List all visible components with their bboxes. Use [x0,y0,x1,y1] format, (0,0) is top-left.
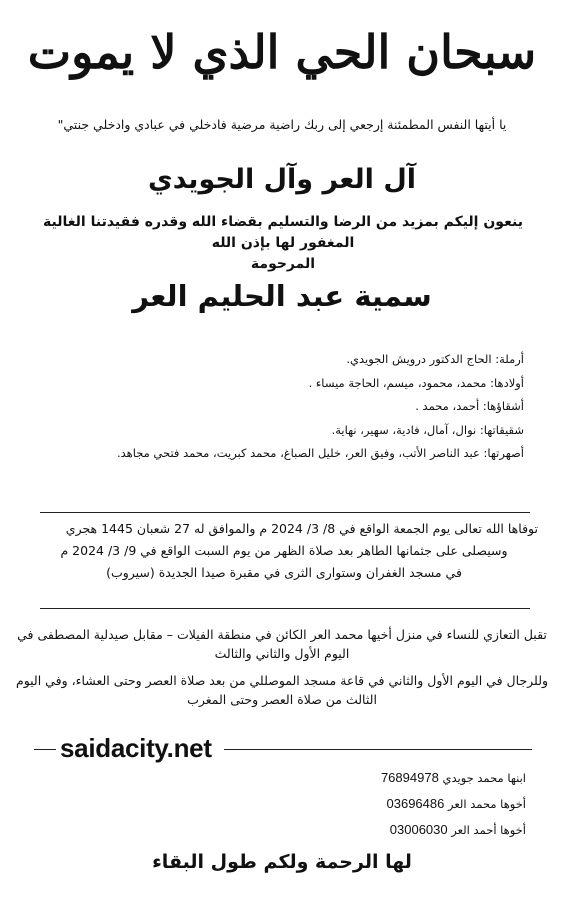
deceased-name: سمية عبد الحليم العر [132,279,432,313]
announcement-line: ينعون إليكم بمزيد من الرضا والتسليم بقضاء الله وقدره فقيدتنا الغالية المغفور لها بإذن الله [43,214,523,251]
relation-label: شقيقاتها: [479,422,524,437]
relatives-row [44,442,524,466]
relation-value: أحمد، محمد . [415,399,480,413]
relatives-row [44,348,524,372]
calligraphy-header: سبحان الحي الذي لا يموت [27,25,537,79]
contact-number: 03696486 [386,796,445,811]
contacts-list [106,765,526,843]
divider [40,608,530,609]
family-names: آل العر وآل الجويدي [147,164,417,195]
relation-label: أشقاؤها: [482,399,524,413]
condolences-details [14,625,550,717]
contact-number: 76894978 [380,770,439,785]
contact-number: 03006030 [389,822,448,837]
relatives-row [44,419,524,443]
closing-phrase: لها الرحمة ولكم طول البقاء [152,851,412,873]
women-condolences: تقبل التعازي للنساء في منزل أخيها محمد العر الكائن في منطقة الفيلات – مقابل صيدلية المصطفى في اليوم الأول والثاني والثالث [17,627,547,661]
contact-label: أخوها محمد العر [448,797,526,811]
site-watermark: saidacity.net [60,733,212,763]
announcement [20,212,546,275]
announcement-line: المرحومة [250,256,316,272]
divider [34,749,56,750]
contact-label: أخوها أحمد العر [451,823,526,837]
relation-label: أرملة: [495,352,524,366]
funeral-details [24,518,544,584]
quran-verse: يا أيتها النفس المطمئنة إرجعي إلى ربك راضية مرضية فادخلي في عبادي وادخلي جنتي" [57,117,507,132]
relatives-list [44,348,524,466]
divider [224,749,532,750]
contact-label: ابنها محمد جويدي [442,771,526,785]
relation-label: أولادها: [490,375,524,390]
relation-value: محمد، محمود، ميسم، الحاجة ميساء . [308,375,487,390]
divider [40,512,530,513]
men-condolences: وللرجال في اليوم الأول والثاني في قاعة مسجد الموصللي من بعد صلاة العصر وحتى العشاء، وفي اليوم الثالث من صلاة العصر وحتى المغرب [15,673,549,707]
watermark-line [34,733,532,765]
contact-row [106,817,526,843]
relation-label: أصهرتها: [483,446,524,460]
relatives-row [44,372,524,396]
contact-row [106,765,526,791]
relation-value: عبد الناصر الأتب، وفيق العر، خليل الصباغ، محمد كبريت، محمد فتحي مجاهد. [116,446,480,460]
burial-line: في مسجد الغفران وستوارى الثرى في مقبرة صيدا الجديدة (سيروب) [106,565,462,580]
relatives-row [44,395,524,419]
contact-row [106,791,526,817]
prayer-line: وسيصلى على جثمانها الطاهر بعد صلاة الظهر من يوم السبت الواقع في 9/ 3/ 2024 م [60,543,508,558]
relation-value: الحاج الدكتور درويش الجويدي. [346,352,492,366]
death-date-line: توفاها الله تعالى يوم الجمعة الواقع في 8/ 3/ 2024 م والموافق له 27 شعبان 1445 هجري [65,521,538,536]
relation-value: نوال، آمال، فادية، سهير، نهاية. [331,422,477,437]
